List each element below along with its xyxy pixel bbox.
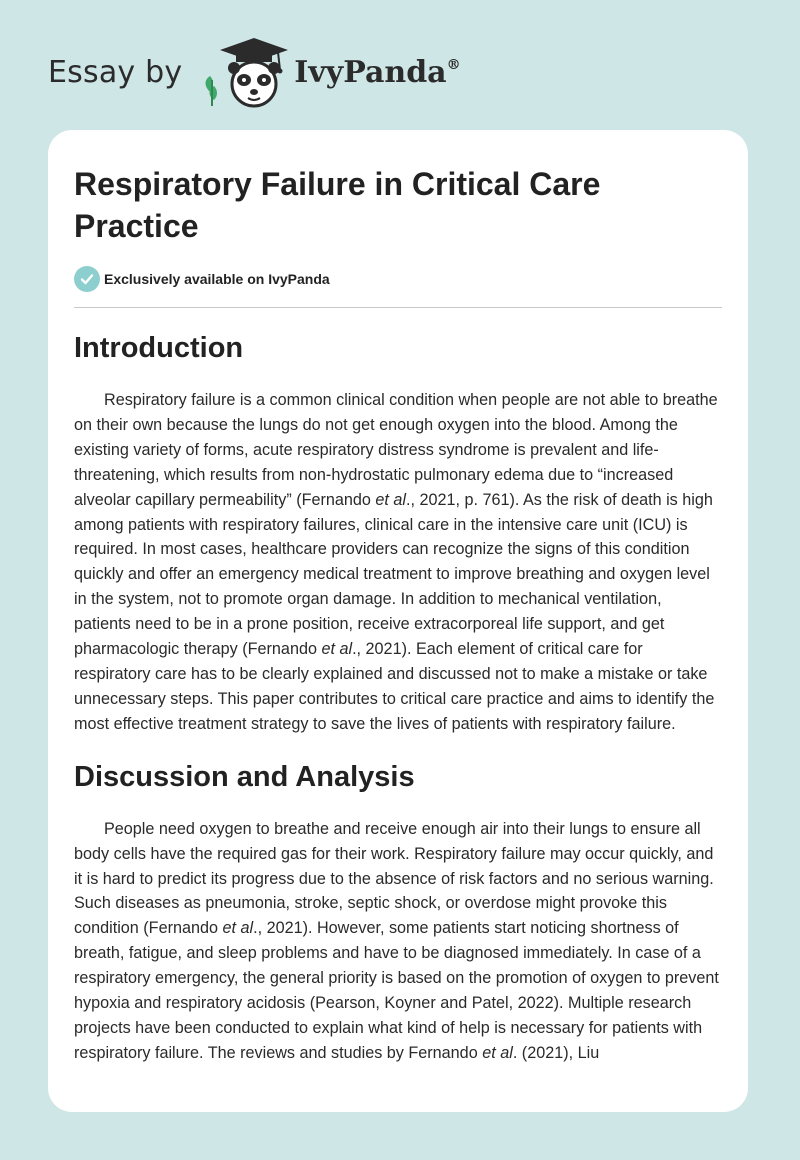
exclusive-label: Exclusively available on IvyPanda (104, 271, 330, 287)
section-heading: Discussion and Analysis (74, 760, 415, 793)
brand-name[interactable]: IvyPanda® (294, 54, 461, 90)
section-introduction (74, 330, 722, 737)
page-title: Respiratory Failure in Critical Care Practice (74, 166, 601, 244)
registered-mark: ® (446, 56, 461, 73)
exclusive-badge (74, 265, 722, 293)
check-circle-icon (74, 266, 100, 292)
ivy-leaf-icon (206, 76, 218, 106)
essay-card (48, 130, 748, 1112)
section-heading: Introduction (74, 332, 244, 364)
paragraph: Respiratory failure is a common clinical condition when people are not able to breathe on their own because the lungs do not get enough oxygen into the blood. Among the existing variety of forms, acute respiratory distress syndrome is prevalent and life-threatening, which results from non-hydrostatic pulmonary edema due to “increased alveolar capillary permeability” (Fernando et al., 2021, p. 761). As the risk of death is high among patients with respiratory failures, clinical care in the intensive care unit (ICU) is required. In most cases, healthcare providers can recognize the signs of this condition quickly and offer an emergency medical treatment to improve breathing and oxygen level in the system, not to promote organ damage. In addition to mechanical ventilation, patients need to be in a prone position, receive extracorporeal life support, and get pharmacologic therapy (Fernando et al., 2021). Each element of critical care for respiratory care has to be clearly explained and discussed not to make a mistake or take unnecessary steps. This paper contributes to critical care practice and aims to identify the most effective treatment strategy to save the lives of patients with respiratory failure. (74, 391, 718, 733)
site-header (48, 36, 461, 108)
divider (74, 307, 722, 308)
section-discussion (74, 759, 722, 1066)
paragraph: People need oxygen to breathe and receive enough air into their lungs to ensure all body cells have the required gas for their work. Respiratory failure may occur quickly, and it is hard to predict its progress due to the absence of risk factors and no serious warning. Such diseases as pneumonia, stroke, septic shock, or overdose might provoke this condition (Fernando et al., 2021). However, some patients start noticing shortness of breath, fatigue, and sleep problems and have to be diagnosed immediately. In case of a respiratory emergency, the general priority is based on the promotion of oxygen to prevent hypoxia and respiratory acidosis (Pearson, Koyner and Patel, 2022). Multiple research projects have been conducted to explain what kind of help is necessary for patients with respiratory failure. The reviews and studies by Fernando et al. (2021), Liu (74, 819, 719, 1062)
essay-by-label: Essay by (48, 54, 183, 90)
panda-graduation-logo-icon (196, 36, 288, 108)
